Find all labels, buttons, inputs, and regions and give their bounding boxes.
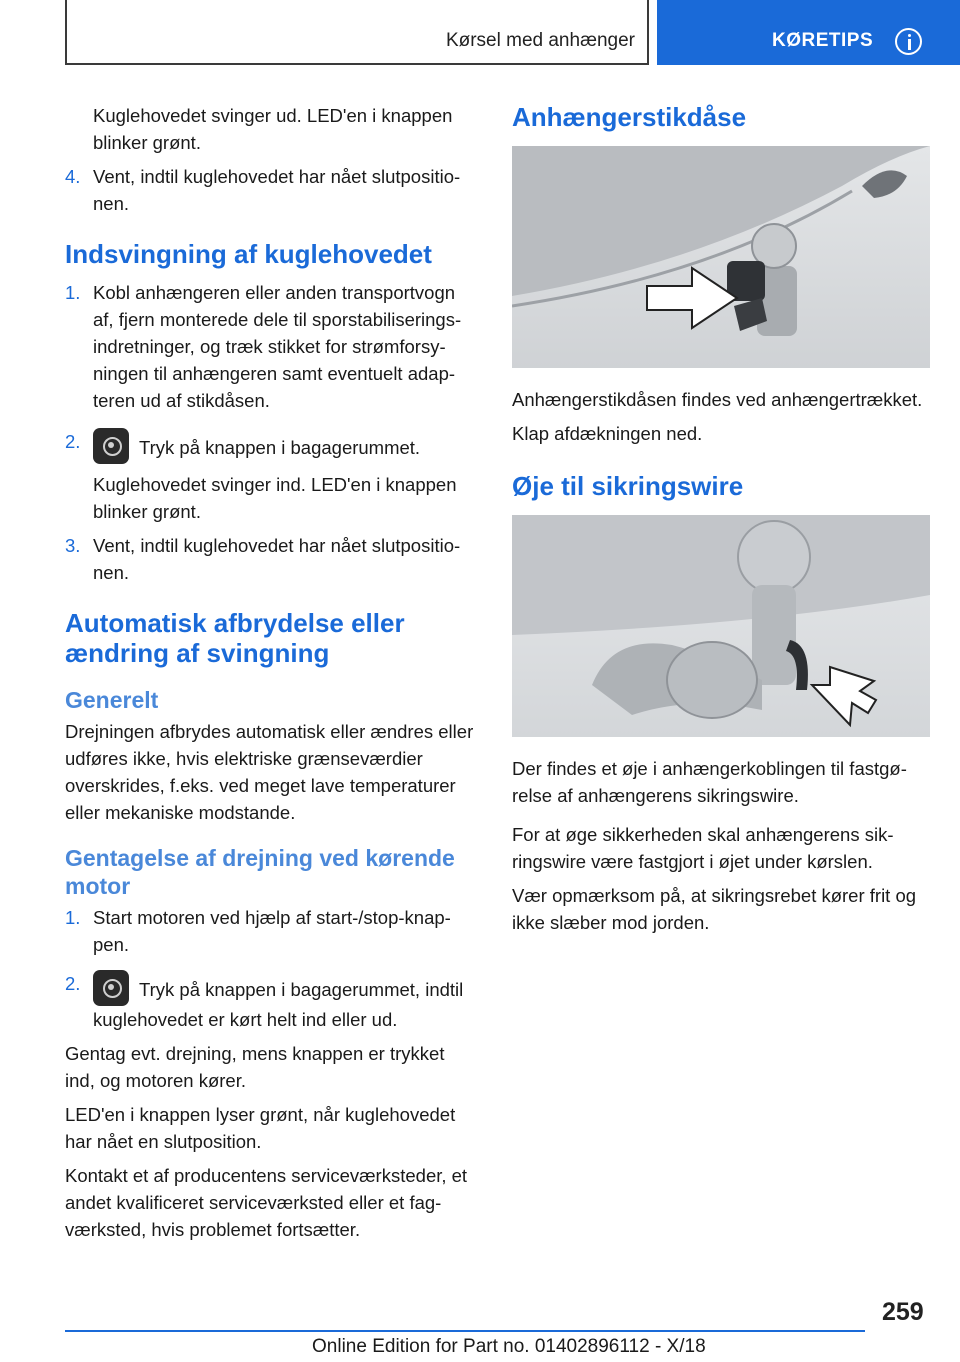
gentagelse-para-1: Gentag evt. drejning, mens knappen er trykket ind, og motoren kører. xyxy=(65,1043,445,1091)
heading-indsvingning: Indsvingning af kuglehovedet xyxy=(65,239,432,269)
heading-gentagelse: Gentagelse af drejning ved kørende motor xyxy=(65,845,455,899)
oeje-para-3: Vær opmærksom på, at sikringsrebet kører frit og ikke slæber mod jorden. xyxy=(512,885,917,933)
stikdaase-para-2: Klap afdækningen ned. xyxy=(512,423,703,444)
step-number: 1. xyxy=(65,907,81,928)
trailer-hitch-button-icon xyxy=(93,970,129,1006)
indsvingning-step-2 xyxy=(65,428,477,464)
gentagelse-para-3: Kontakt et af producentens serviceværksteder, et andet kvalificeret serviceværksted eller et fagværksted, hvis problemet fortsætter. xyxy=(65,1165,468,1240)
figure-trailer-socket xyxy=(512,146,930,368)
step-number: 4. xyxy=(65,166,81,187)
heading-automatisk: Automatisk afbrydelse eller ændring af svingning xyxy=(65,608,405,668)
step-text: Vent, indtil kuglehovedet har nået slutpositionen. xyxy=(93,166,461,214)
oeje-para-2: For at øge sikkerheden skal anhængerens sikringswire være fastgjort i øjet under kørslen. xyxy=(512,824,894,872)
indsvingning-step-2-continuation: Kuglehovedet svinger ind. LED'en i knappen blinker grønt. xyxy=(93,474,457,522)
header-section xyxy=(65,0,649,65)
trailer-hitch-button-icon xyxy=(93,428,129,464)
step-text: Kobl anhængeren eller anden transportvogn af, fjern monterede dele til sporstabiliseringsindretninger, og træk stikket for strømforsyningen til anhængeren samt eventuelt adapteren ud af stikdåsen. xyxy=(93,282,462,411)
step-text: Tryk på knappen i bagagerummet, indtil kuglehovedet er kørt helt ind eller ud. xyxy=(93,979,464,1030)
footer-divider xyxy=(65,1330,865,1332)
indsvingning-step-1 xyxy=(65,279,477,414)
oeje-para-1: Der findes et øje i anhængerkoblingen til fastgørelse af anhængerens sikringswire. xyxy=(512,758,907,806)
figure-safety-wire-eye xyxy=(512,515,930,737)
step-text: Vent, indtil kuglehovedet har nået slutpositionen. xyxy=(93,535,461,583)
indsvingning-step-3 xyxy=(65,532,477,586)
step-text: Start motoren ved hjælp af start-/stop-knappen. xyxy=(93,907,451,955)
step-text: Tryk på knappen i bagagerummet. xyxy=(139,437,421,458)
left-column xyxy=(65,102,477,1250)
header-section-title: Kørsel med anhænger xyxy=(445,30,635,51)
gentagelse-step-1 xyxy=(65,904,477,958)
step-number: 2. xyxy=(65,973,81,994)
gentagelse-para-2: LED'en i knappen lyser grønt, når kuglehovedet har nået en slutposition. xyxy=(65,1104,456,1152)
gentagelse-step-2 xyxy=(65,970,477,1033)
header-chapter-title: KØRETIPS xyxy=(772,30,874,51)
step-number: 2. xyxy=(65,431,81,452)
right-column xyxy=(512,102,930,943)
page-number: 259 xyxy=(882,1298,924,1326)
heading-stikdaase: Anhængerstikdåse xyxy=(512,102,747,132)
heading-generelt: Generelt xyxy=(65,687,159,713)
intro-continuation: Kuglehovedet svinger ud. LED'en i knappen blinker grønt. xyxy=(93,105,453,153)
step-number: 3. xyxy=(65,535,81,556)
intro-step-4 xyxy=(65,163,477,217)
footer-edition[interactable]: Online Edition for Part no. 01402896112 - X/18 xyxy=(312,1336,706,1357)
step-number: 1. xyxy=(65,282,81,303)
stikdaase-para-1: Anhængerstikdåsen findes ved anhængertrækket. xyxy=(512,389,923,410)
header-chapter[interactable] xyxy=(657,0,960,65)
generelt-text: Drejningen afbrydes automatisk eller ændres eller udføres ikke, hvis elektriske grænseværdier overskrides, f.eks. ved meget lave temperaturer eller mekaniske modstande. xyxy=(65,721,474,823)
heading-oeje: Øje til sikringswire xyxy=(512,471,744,501)
info-icon[interactable] xyxy=(895,28,922,55)
